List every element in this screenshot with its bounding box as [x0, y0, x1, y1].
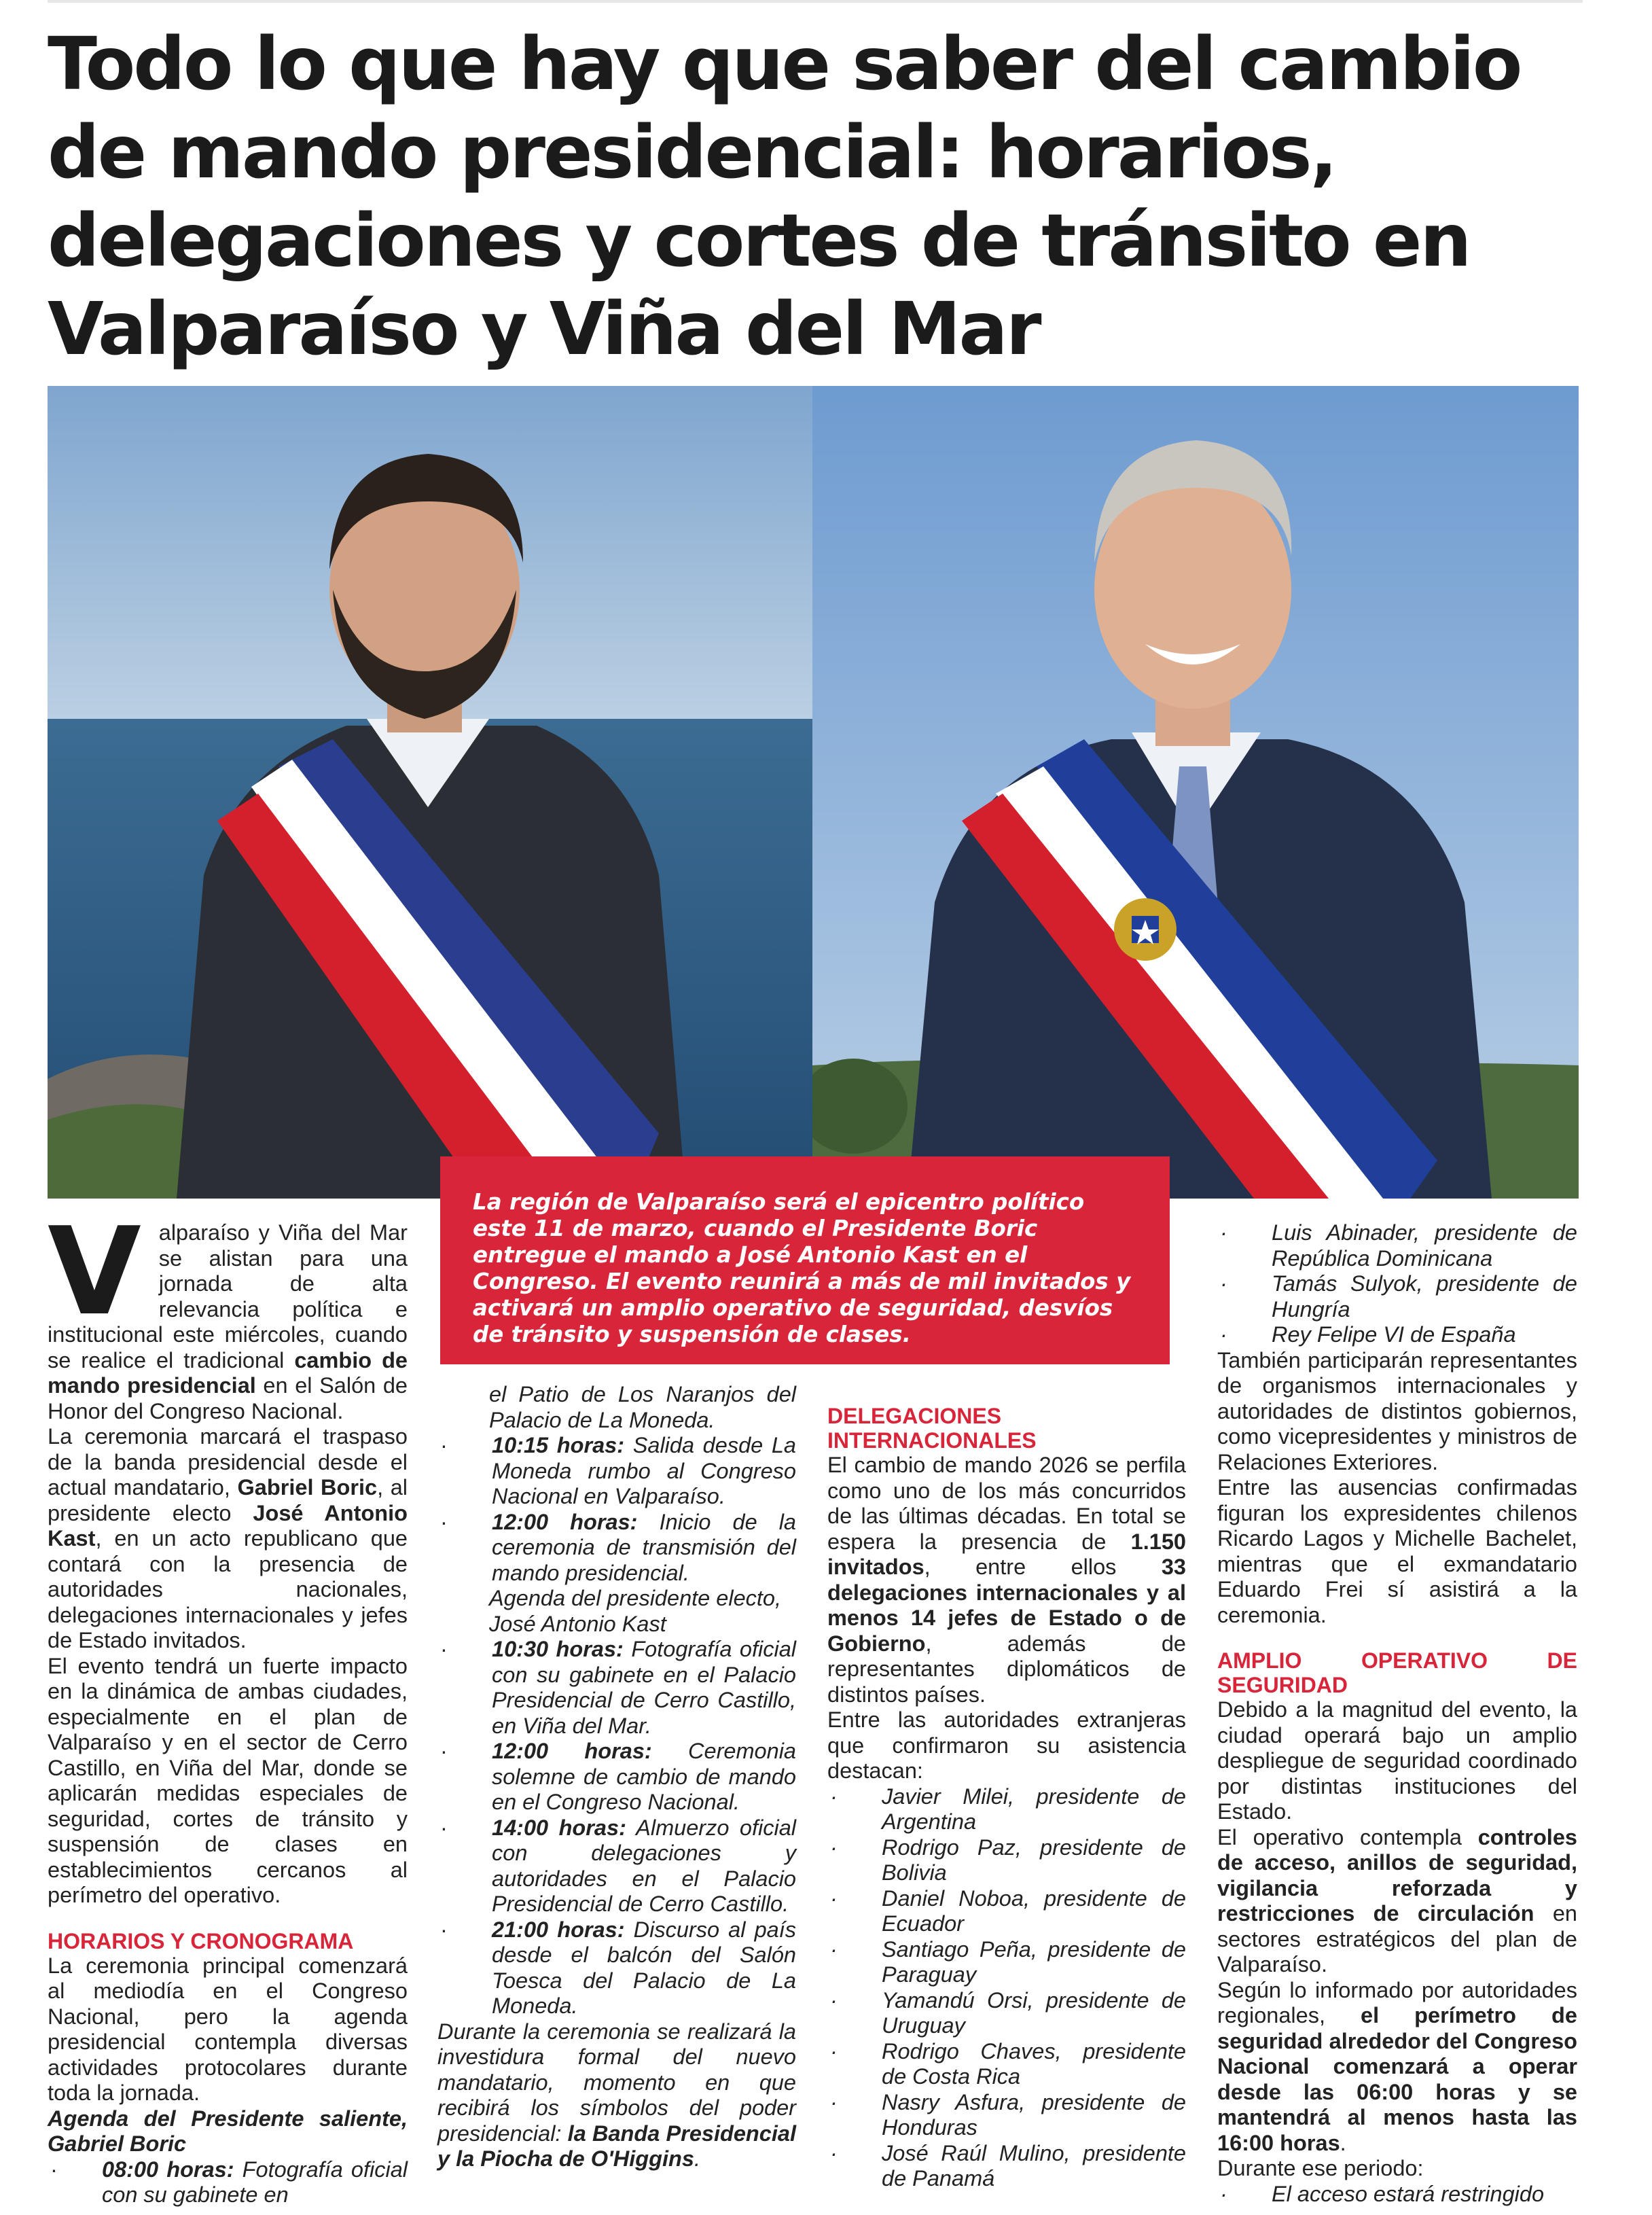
drop-cap: V: [48, 1201, 141, 1342]
leader-text: Javier Milei, presidente de Argentina: [882, 1784, 1186, 1834]
bullet: ·: [440, 1637, 448, 1661]
deleg-text-a: El cambio de mando 2026 se perfila como uno de los más concurridos de las últimas décadas. En total se espera la presencia de: [827, 1453, 1186, 1554]
section-horarios: HORARIOS Y CRONOGRAMA: [48, 1928, 354, 1953]
agenda-time: 10:30 horas:: [492, 1637, 624, 1661]
intro-text-c: en el Salón de Honor del Congreso Nacional.: [48, 1373, 408, 1423]
leaders-list: [827, 1784, 1186, 2192]
paragraph-periodo: Durante ese periodo:: [1217, 2156, 1424, 2180]
photo-kast-illustration: [812, 386, 1579, 1199]
leader-item: [827, 2039, 1186, 2090]
leader-item: [1217, 1322, 1577, 1348]
bullet: ·: [440, 1509, 448, 1534]
agenda-time: 21:00 horas:: [492, 1917, 625, 1942]
bullet: ·: [830, 1936, 838, 1962]
agenda-time: 12:00 horas:: [492, 1509, 638, 1534]
agenda-desc: Salida desde La Moneda rumbo al Congreso Nacional en Valparaíso.: [492, 1433, 796, 1508]
photo-boric: [48, 386, 812, 1199]
paragraph-despliegue: Debido a la magnitud del evento, la ciudad operará bajo un amplio despliegue de seguridad coordinado por distintas instituciones del Estado.: [1217, 1697, 1577, 1824]
callout-box: La región de Valparaíso será el epicentro político este 11 de marzo, cuando el Presidente Boric entregue el mando a José Antonio Kast en el Congreso. El evento reunirá a más de mil invitados y activará un amplio operativo de seguridad, desvíos de tránsito y suspensión de clases.: [440, 1156, 1170, 1364]
bullet: ·: [50, 2157, 58, 2182]
bullet: ·: [1220, 2181, 1227, 2206]
agenda-desc: Ceremonia solemne de cambio de mando en el Congreso Nacional.: [492, 1739, 796, 1814]
agenda-desc: Almuerzo oficial con delegaciones y autoridades en el Palacio Presidencial de Cerro Castillo.: [492, 1815, 796, 1916]
paragraph-representantes: También participarán representantes de organismos internacionales y autoridades de distintos gobiernos, como vicepresidentes y ministros de Relaciones Exteriores.: [1217, 1347, 1577, 1474]
agenda-boric-list: [437, 1433, 796, 1586]
paragraph-autoridades: Entre las autoridades extranjeras que confirmaron su asistencia destacan:: [827, 1707, 1186, 1783]
operativo-bold: controles de acceso, anillos de seguridad, vigilancia reforzada y restricciones de circulación: [1217, 1824, 1577, 1926]
deleg-text-c: , entre ellos: [924, 1555, 1162, 1579]
agenda-item: [437, 1433, 796, 1510]
leader-item: [1217, 1220, 1577, 1271]
leader-text: Tamás Sulyok, presidente de Hungría: [1272, 1271, 1577, 1322]
investidura-text: Durante la ceremonia se realizará la investidura formal del nuevo mandatario, momento en que recibirá los símbolos del poder presidencial:: [437, 2019, 796, 2146]
leader-item: [1217, 1271, 1577, 1322]
agenda-item: [437, 1510, 796, 1587]
agenda-item-text: [492, 1815, 796, 1917]
leader-item: [827, 2090, 1186, 2141]
agenda-item-text: [492, 1510, 796, 1587]
agenda-item: [437, 1815, 796, 1917]
leader-text: Rodrigo Paz, presidente de Bolivia: [882, 1835, 1186, 1885]
agenda-time: 14:00 horas:: [492, 1815, 626, 1840]
perimetro-bold: el perímetro de seguridad alrededor del Congreso Nacional comenzará a operar desde las 06:00 horas y se mantendrá al menos hasta las 16:00 horas: [1217, 2003, 1577, 2155]
leader-text: Rodrigo Chaves, presidente de Costa Rica: [882, 2038, 1186, 2089]
agenda-desc: Fotografía oficial con su gabinete en el Palacio Presidencial de Cerro Castillo, en Viña del Mar.: [492, 1637, 796, 1738]
intro-paragraph: [48, 1201, 408, 1424]
agenda-item-text: [492, 1739, 796, 1815]
bullet: ·: [440, 1815, 448, 1840]
bullet: ·: [830, 2089, 838, 2114]
leader-text: Yamandú Orsi, presidente de Uruguay: [882, 1987, 1186, 2038]
p2-bold-kast: José Antonio Kast: [48, 1500, 408, 1550]
p2-text-a: La ceremonia marcará el traspaso de la banda presidencial desde el actual mandatario,: [48, 1424, 408, 1500]
paragraph-ausencias: Entre las ausencias confirmadas figuran los expresidentes chilenos Ricardo Lagos y Michelle Bachelet, mientras que el exmandatario Eduardo Frei sí asistirá a la ceremonia.: [1217, 1475, 1577, 1627]
agenda-desc: Fotografía oficial con su gabinete en: [102, 2157, 408, 2207]
paragraph-ceremonia: La ceremonia principal comenzará al mediodía en el Congreso Nacional, pero la agenda presidencial contempla diversas actividades protocolares durante toda la jornada.: [48, 1953, 408, 2105]
leader-text: José Raúl Mulino, presidente de Panamá: [882, 2140, 1186, 2191]
photo-boric-illustration: [48, 386, 812, 1199]
bullet: ·: [440, 1433, 448, 1457]
agenda-time: 10:15 horas:: [492, 1433, 625, 1457]
agenda-item-text: [102, 2157, 408, 2208]
leaders-list-continued: [1217, 1220, 1577, 1348]
perimetro-text-a: Según lo informado por autoridades regionales,: [1217, 1977, 1577, 2027]
investidura-bold: la Banda Presidencial y la Piocha de O'Higgins: [437, 2121, 796, 2171]
paragraph-investidura: [437, 2019, 796, 2172]
column-3: [827, 1404, 1186, 2192]
paragraph-traspaso: [48, 1424, 408, 1654]
bullet: ·: [830, 2140, 838, 2165]
bullet: ·: [830, 1784, 838, 1809]
paragraph-impacto: El evento tendrá un fuerte impacto en la dinámica de ambas ciudades, especialmente en el plan de Valparaíso y en el sector de Cerro Castillo, en Viña del Mar, donde se aplicarán medidas especiales de seguridad, cortes de tránsito y suspensión de clases en establecimientos cercanos al perímetro del operativo.: [48, 1653, 408, 1907]
section-seguridad: AMPLIO OPERATIVO DE SEGURIDAD: [1217, 1648, 1577, 1697]
paragraph-operativo: [1217, 1825, 1577, 1978]
bullet: ·: [830, 2038, 838, 2063]
bullet: ·: [440, 1739, 448, 1763]
restriction-text: El acceso estará restringido: [1272, 2181, 1545, 2206]
leader-text: Luis Abinader, presidente de República Dominicana: [1272, 1220, 1577, 1271]
bullet: ·: [1220, 1271, 1227, 1296]
agenda-boric-title: Agenda del Presidente saliente, Gabriel Boric: [48, 2106, 408, 2156]
agenda-desc: Inicio de la ceremonia de transmisión del mando presidencial.: [492, 1509, 797, 1585]
intro-text-a: alparaíso y Viña del Mar se alistan para una jornada de alta relevancia política e institucional este miércoles, cuando se realice el tradicional: [48, 1220, 408, 1372]
column-2: [437, 1382, 796, 2172]
agenda-continuation: el Patio de Los Naranjos del Palacio de La Moneda.: [489, 1382, 796, 1432]
bullet: ·: [830, 1835, 838, 1860]
p2-bold-boric: Gabriel Boric: [237, 1475, 378, 1500]
column-4: [1217, 1220, 1577, 2207]
agenda-item: [48, 2157, 408, 2208]
leader-item: [827, 1937, 1186, 1988]
operativo-text-c: en sectores estratégicos del plan de Valparaíso.: [1217, 1901, 1577, 1977]
deleg-text-e: , además de representantes diplomáticos de distintos países.: [827, 1631, 1186, 1707]
agenda-item: [437, 1637, 796, 1739]
p2-text-c: , al presidente electo: [48, 1475, 408, 1525]
agenda-kast-title: Agenda del presidente electo, José Antonio Kast: [489, 1586, 782, 1636]
photo-kast: [812, 386, 1579, 1199]
bullet: ·: [830, 1885, 838, 1911]
bullet: ·: [440, 1917, 448, 1942]
p2-text-e: , en un acto republicano que contará con la presencia de autoridades nacionales, delegaciones internacionales y jefes de Estado invitados.: [48, 1526, 408, 1652]
investidura-end: .: [694, 2146, 700, 2171]
agenda-kast-list: [437, 1637, 796, 2019]
leader-text: Santiago Peña, presidente de Paraguay: [882, 1936, 1186, 1987]
leader-item: [827, 1784, 1186, 1835]
headline: Todo lo que hay que saber del cambio de mando presidencial: horarios, delegaciones y cortes de tránsito en Valparaíso y Viña del Mar: [48, 22, 1521, 372]
top-rule: [48, 0, 1583, 3]
perimetro-end: .: [1340, 2130, 1346, 2155]
leader-text: Daniel Noboa, presidente de Ecuador: [882, 1885, 1186, 1936]
agenda-time: 12:00 horas:: [492, 1739, 652, 1763]
paragraph-delegaciones: [827, 1453, 1186, 1707]
leader-text: Nasry Asfura, presidente de Honduras: [882, 2089, 1186, 2140]
agenda-item-text: [492, 1637, 796, 1739]
leader-item: [827, 1988, 1186, 2039]
leader-item: [827, 1835, 1186, 1886]
section-delegaciones: DELEGACIONES INTERNACIONALES: [827, 1404, 1037, 1453]
restriction-item: [1217, 2182, 1577, 2208]
leader-item: [827, 1886, 1186, 1937]
agenda-item: [437, 1739, 796, 1815]
bullet: ·: [1220, 1322, 1227, 1347]
leader-item: [827, 2141, 1186, 2192]
intro-bold: cambio de mando presidencial: [48, 1347, 408, 1398]
agenda-time: 08:00 horas:: [102, 2157, 234, 2182]
operativo-text-a: El operativo contempla: [1217, 1824, 1478, 1849]
agenda-desc: Discurso al país desde el balcón del Salón Toesca del Palacio de La Moneda.: [492, 1917, 797, 2018]
paragraph-perimetro: [1217, 1978, 1577, 2157]
agenda-item-text: [492, 1433, 796, 1510]
leader-text: Rey Felipe VI de España: [1272, 1322, 1516, 1347]
agenda-item: [437, 1917, 796, 2019]
bullet: ·: [1220, 1220, 1227, 1245]
agenda-item-text: [492, 1917, 796, 2019]
bullet: ·: [830, 1987, 838, 2013]
column-1: [48, 1201, 408, 2208]
deleg-bold-invitados: 1.150 invitados: [827, 1529, 1186, 1579]
deleg-bold-delegaciones: 33 delegaciones internacionales y al menos 14 jefes de Estado o de Gobierno: [827, 1555, 1186, 1656]
